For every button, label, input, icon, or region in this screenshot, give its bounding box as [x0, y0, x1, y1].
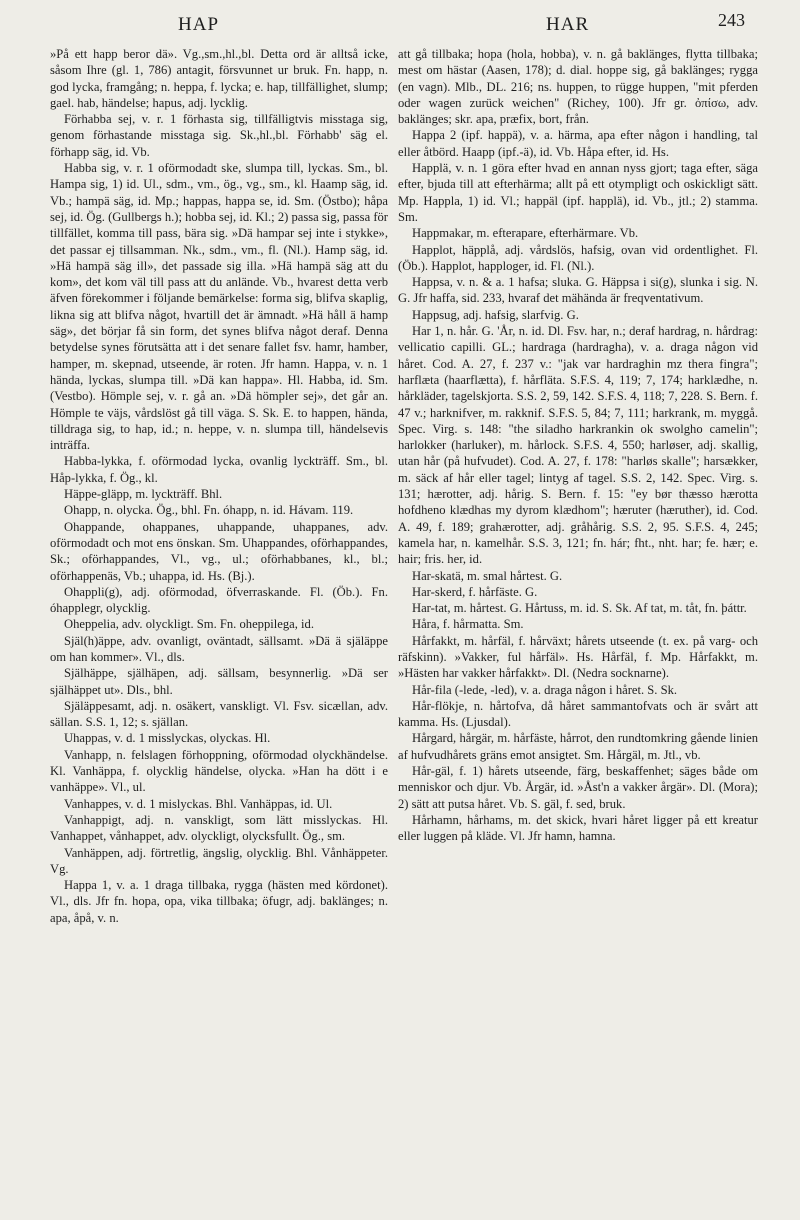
right-column: [398, 46, 758, 1212]
entry-paragraph: Själäppesamt, adj. n. osäkert, vanskligt. Vl. Fsv. sicællan, adv. sällan. S.S. 1, 12; s. själlan.: [50, 698, 388, 730]
entry-paragraph: Vanhapp, n. felslagen förhoppning, oförmodad olyckhändelse. Kl. Vanhäppa, f. olycklig händelse, olycka. »Han ha dött i e vanhäppe». Vl., ul.: [50, 747, 388, 795]
entry-paragraph: Förhabba sej, v. r. 1 förhasta sig, tillfälligtvis misstaga sig, genom förhastande misstaga sig. Sk.,hl.,bl. Förhabb' säg el. förhapp säg, id. Vb.: [50, 112, 388, 159]
entry-paragraph: Vanhappes, v. d. 1 mislyckas. Bhl. Vanhäppas, id. Ul.: [64, 796, 333, 811]
running-header: [0, 6, 800, 40]
left-column: [50, 46, 388, 1212]
entry-paragraph: Happa 1, v. a. 1 draga tillbaka, rygga (hästen med kördonet). Vl., dls. Jfr fn. hopa, opa, vika tillbaka; öfugr, adj. baklänges; n. apa, åpå, v. n.: [50, 878, 388, 925]
header-right-word: HAR: [546, 14, 590, 35]
entry-paragraph: Happlot, häpplå, adj. vårdslös, hafsig, ovan vid ordentlighet. Fl. (Öb.). Happlot, happloger, id. Fl. (Nl.).: [398, 242, 758, 273]
entry-paragraph: »På ett happ beror dä». Vg.,sm.,hl.,bl. Detta ord är alltså icke, såsom Ihre (gl. 1, 786) antagit, försvunnet ur bruk. Fn. happ, n. god lycka, framgång; n. heppa, f. lycka; e. hap, tillfällighet, slump; gael. hab, händelse; hapus, adj. lycklig.: [50, 47, 388, 110]
entry-paragraph: Har-skatä, m. smal hårtest. G.: [412, 568, 563, 583]
entry-paragraph: Hår-gäl, f. 1) hårets utseende, färg, beskaffenhet; säges både om menniskor och djur. Vb. Årgär, id. »Åst'n a vakker årgär». Dl. (Mora); 2) sätt att putsa håret. Vb. S. gäl, f. sed, bruk.: [398, 764, 758, 811]
entry-paragraph: Habba-lykka, f. oförmodad lycka, ovanlig lyckträff. Sm., bl. Håp-lykka, f. Ög., kl.: [50, 454, 388, 485]
entry-paragraph: Uhappas, v. d. 1 misslyckas, olyckas. Hl.: [64, 731, 271, 746]
entry-paragraph: Ohapp, n. olycka. Ög., bhl. Fn. óhapp, n. id. Hávam. 119.: [64, 503, 354, 518]
entry-paragraph: Hår-fila (-lede, -led), v. a. draga någon i håret. S. Sk.: [412, 682, 678, 697]
entry-paragraph: Oheppelia, adv. olyckligt. Sm. Fn. oheppilega, id.: [64, 617, 314, 632]
entry-paragraph: Håra, f. hårmatta. Sm.: [412, 617, 524, 632]
entry-paragraph: Ohappli(g), adj. oförmodad, öfverraskande. Fl. (Öb.). Fn. óhapplegr, olycklig.: [50, 584, 388, 616]
page-number: 243: [718, 10, 745, 30]
entry-paragraph: Har-tat, m. hårtest. G. Hårtuss, m. id. S. Sk. Af tat, m. tåt, fn. þáttr.: [412, 601, 747, 616]
entry-paragraph: Happmakar, m. efterapare, efterhärmare. Vb.: [412, 226, 639, 241]
entry-paragraph: Vanhappigt, adj. n. vanskligt, som lätt misslyckas. Hl. Vanhappet, vånhappet, adv. olyckligt, olycksfullt. Ög., sm.: [50, 812, 388, 844]
entry-paragraph: Har-skerd, f. hårfäste. G.: [412, 584, 538, 599]
entry-paragraph: Happsug, adj. hafsig, slarfvig. G.: [412, 307, 579, 322]
entry-paragraph: Hår-flökje, n. hårtofva, då håret sammantofvats och är svårt att kamma. Hs. (Ljusdal).: [398, 698, 758, 730]
entry-paragraph: Vanhäppen, adj. förtretlig, ängslig, olycklig. Bhl. Vånhäppeter. Vg.: [50, 845, 388, 876]
header-left-word: HAP: [178, 14, 220, 35]
entry-paragraph: Hårfakkt, m. hårfäl, f. hårväxt; hårets utseende (t. ex. på varg- och räfskinn). »Vakker, ful hårfäl». Hs. Hårfäl, f. Mp. Hårfakkt, m. »Hästen har vakker hårfakkt». Dl. (Nedra socknarne).: [398, 633, 758, 681]
entry-paragraph: Happsa, v. n. & a. 1 hafsa; sluka. G. Häppsa i si(g), slunka i sig. N. G. Jfr haffa, sid. 233, hvaraf det mähända är freqventativum.: [398, 275, 758, 306]
entry-paragraph: Hårgard, hårgär, m. hårfäste, hårrot, den rundtomkring gående linien af hufvudhårets gräns emot ansigtet. Sm. Hårgäl, m. Jtl., vb.: [398, 731, 758, 762]
entry-paragraph: Hårhamn, hårhams, m. det skick, hvari håret ligger på ett kreatur eller luggen på kläde. Vl. Jfr hamn, hamna.: [398, 812, 758, 844]
entry-paragraph: Habba sig, v. r. 1 oförmodadt ske, slumpa till, lyckas. Sm., bl. Hampa sig, 1) id. Ul., sdm., vm., ög., vg., sm., kl. Haamp säg, id. Vb.; hampä säg, id. Mp.; happas, happa se, id. Sm. (Östbo); håpa sej, id. Ög. (Gullbergs h.); hobba sej, id. Kl.; 2) passa sig, passa för tillfället, komma till pass, bära sig. »Dä hampar sej inte i stykke», det passar ej tillsamman. Nk., sdm., vm., fl. (Nl.). Hamp säg, id. »Hä hampä säg ill», det passade sig illa. »Hä hampä säg att du kom», det kom väl till pass att du anlände. Vb., hvarest detta verb äfven förekommer i följande bemärkelse: forma sig, blifva skaplig, likna sig att blifva något, hvartill det är ämnadt. »Hä håll ä hamp säg», det börjar få sin form, det synes blifva något deraf. Denna betydelse synes förutsätta att i det senare fallet fsv. hamr, hamber, hamper, m. skepnad, utseende, är roten. Jfr hamn. Happa, v. n. 1 hända, lyckas, slumpa till. »Dä kan happa». Hl. Habba, id. Sm. (Vestbo). Hömple sej, v. r. gå an. »Dä hömpler sej», det går an. Hömple te väjs, vårdslöst gå till väga. S. Sk. E. to happen, hända, tilldraga sig, to hap, id.; n. heppe, v. n. slumpa till, händelsevis inträffa.: [50, 161, 388, 453]
entry-paragraph: att gå tillbaka; hopa (hola, hobba), v. n. gå baklänges, flytta tillbaka; mest om hästar (Aasen, 178); d. dial. hoppe sig, gå baklänges; rygga (en vagn). Mlb., DL. 216; ns. huppen, to rügge huppen, "mit pferden oder wagen zurück weichen" (Richey, 100). Jfr gr. ὀπίσω, adv. baklänges; skr. apa, præfix, bort, från.: [398, 47, 758, 127]
entry-paragraph: Själ(h)äppe, adv. ovanligt, oväntadt, sällsamt. »Dä ä själäppe om han kommer». Vl., dls.: [50, 633, 388, 664]
entry-paragraph: Häppe-gläpp, m. lyckträff. Bhl.: [64, 487, 223, 502]
entry-paragraph: Har 1, n. hår. G. 'År, n. id. Dl. Fsv. har, n.; deraf hardrag, n. hårdrag: vellicatio capilli. GL.; hardraga (hardragha), v. a. draga någon vid håret. Cod. A. 27, f. 237 v.: "jak var hardraghin mz thera fingra"; harflæta (haarflætta), f. hårfläta. S.F.S. 4, 119; 7, 174; harklædhe, n. hårkläder, tagelskjorta. S.S. 2, 59, 142. S.F.S. 4, 118; 7, 228. S. Bern. f. 47 v.; harknifver, m. rakknif. S.F.S. 5, 84; 7, 111; harkrank, m. myggå. Spec. Virg. s. 148: "the siladho harkrankin ok swolgho camelin"; harlokker (harluker), m. hårlock. S.F.S. 4, 550; harløser, adj. skallig, utan hår (på hufvudet). Cod. A. 27, f. 178: "harløs skalle"; harsækker, m. säck af hår eller tagel; lintyg af tagel. S.S. 2, 142. Spec. Virg. s. 131; hærotter, adj. hårig. S. Bern. f. 15: "ey bør thæsso hærotta hofdheno klædhas my dyrom klædhom"; hæruter (hæruther), id. Cod. A. 49, f. 189; grahærotter, adj. gråhårig. S.S. 2, 95. S.F.S. 4, 245; kamela har, n. kamelhår. S.S. 3, 121; fn. hár; fht., nht. har; fe. hær; e. hair; fris. her, id.: [398, 324, 758, 567]
entry-paragraph: Ohappande, ohappanes, uhappande, uhappanes, adv. oförmodadt och mot ens önskan. Sm. Uhappandes, oförhappandes, Sk.; oförhappandes, Vl., vg., ul.; oförhabbanes, kl., bl.; oförhappenäs, Vb.; uhappa, id. Hs. (Bj.).: [50, 519, 388, 583]
entry-paragraph: Happa 2 (ipf. happä), v. a. härma, apa efter någon i handling, tal eller åtbörd. Haapp (ipf.-ä), id. Vb. Håpa efter, id. Hs.: [398, 128, 758, 159]
entry-paragraph: Själhäppe, själhäpen, adj. sällsam, besynnerlig. »Dä ser själhäppet ut». Dls., bhl.: [50, 666, 388, 697]
entry-paragraph: Happlä, v. n. 1 göra efter hvad en annan nyss gjort; taga efter, säga efter, bjuda till att efterhärma; allt på ett otympligt och oskickligt sätt. Mp. Happla, 1) id. Vl.; happäl (ipf. happlä), id. Vb., jtl.; 2) stamma. Sm.: [398, 161, 758, 224]
